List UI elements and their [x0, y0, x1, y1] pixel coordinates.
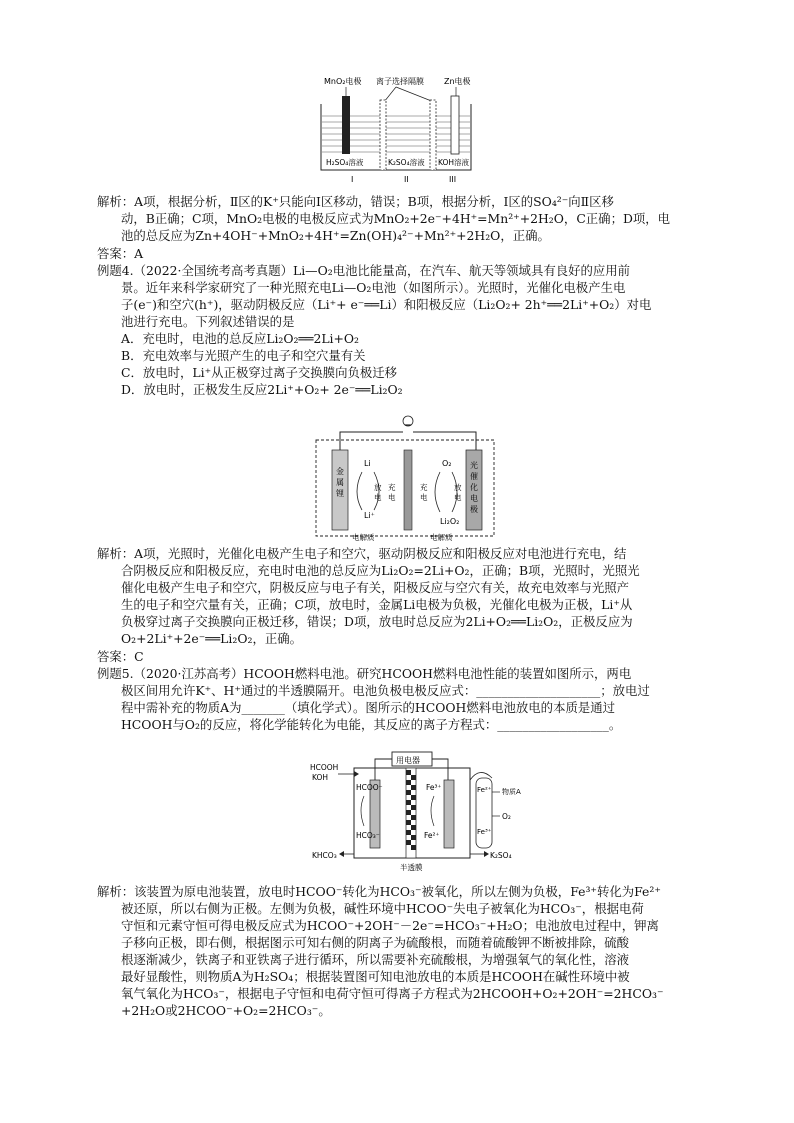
fig2-electrolyte-left: 电解质: [352, 533, 375, 542]
fig3-inlet-hcooh: HCOOH: [310, 763, 339, 772]
question-4-line: 例题4.（2022·全国统考高考真题）Li—O₂电池比能量高，在汽车、航天等领域具有良好的应用前: [97, 263, 631, 278]
fig1-label-zn: Zn电极: [444, 77, 471, 86]
fig3-device: 用电器: [396, 756, 420, 765]
fig2-charge-right: 充电: [420, 483, 428, 502]
analysis-5-line: 守恒和元素守恒可得电极反应式为HCOO⁻+2OH⁻－2e⁻=HCO₃⁻+H₂O；电池放电过程中，钾离: [121, 918, 659, 933]
analysis-5-line: 氧气氧化为HCO₃⁻，根据电子守恒和电荷守恒可得离子方程式为2HCOOH+O₂+2OH⁻=2HCO₃⁻: [121, 986, 664, 1001]
fig2-li: Li: [364, 459, 371, 468]
analysis-3-line: 解析：A项，根据分析，Ⅱ区的K⁺只能向Ⅰ区移动，错误；B项，根据分析，Ⅰ区的SO₄²⁻向Ⅱ区移: [97, 194, 614, 209]
figure-li-o2-cell: [312, 412, 498, 544]
fig3-fe2-left: Fe²⁺: [424, 831, 440, 840]
analysis-5-line: 解析：该装置为原电池装置，放电时HCOO⁻转化为HCO₃⁻被氧化，所以左侧为负极，Fe³⁺转化为Fe²⁺: [97, 884, 661, 899]
analysis-4-line: 负极穿过离子交换膜向正极迁移，错误；D项，放电时总反应为2Li+O₂══Li₂O₂，正极反应为: [121, 614, 633, 629]
fig2-discharge-left: 放电: [374, 483, 382, 502]
answer-3: 答案：A: [97, 246, 144, 261]
fig2-o2: O₂: [442, 459, 452, 468]
fig3-hco3: HCO₃⁻: [356, 831, 380, 840]
fig3-substance-a: 物质A: [502, 788, 521, 796]
fig1-sol3: KOH溶液: [438, 158, 470, 167]
fig2-li-ion: Li⁺: [364, 511, 375, 520]
question-5-line: HCOOH与O₂的反应，将化学能转化为电能，其反应的离子方程式：__________________。: [121, 717, 622, 732]
fig3-khco3: KHCO₃: [312, 851, 337, 860]
analysis-3-line: 动，B正确；C项，MnO₂电极的电极反应式为MnO₂+2e⁻+4H⁺=Mn²⁺+2H₂O，C正确；D项，电: [121, 211, 671, 226]
fig1-label-membrane: 离子选择隔膜: [376, 77, 424, 86]
question-5-line: 程中需补充的物质A为_______（填化学式）。图所示的HCOOH燃料电池放电的本质是通过: [121, 700, 616, 715]
question-5: [97, 665, 703, 733]
fig1-zone1: I: [351, 175, 354, 184]
analysis-5-line: 被还原，所以右侧为正极。左侧为负极，碱性环境中HCOO⁻失电子被氧化为HCO₃⁻，根据电荷: [121, 901, 644, 916]
fig1-sol2: K₂SO₄溶液: [388, 158, 425, 167]
answer-4: 答案：C: [97, 649, 144, 664]
analysis-4-line: 生的电子和空穴量有关，正确；C项，放电时，金属Li电极为负极，光催化电极为正极，Li⁺从: [121, 597, 633, 612]
fig2-discharge-right: 放电: [454, 483, 462, 502]
analysis-5-line: 子移向正极，即右侧，根据图示可知右侧的阴离子为硫酸根，而随着硫酸钾不断被排除，硫酸: [121, 935, 630, 950]
question-5-line: 例题5.（2020·江苏高考）HCOOH燃料电池。研究HCOOH燃料电池性能的装置如图所示，两电: [97, 666, 632, 681]
question-5-line: 极区间用允许K⁺、H⁺通过的半透膜隔开。电池负极电极反应式：____________________；放电过: [121, 683, 650, 698]
option-a: A．充电时，电池的总反应Li₂O₂══2Li+O₂: [121, 331, 360, 346]
fig1-sol1: H₂SO₄溶液: [326, 158, 364, 167]
analysis-3: [97, 193, 703, 244]
fig3-fe2-right: Fe²⁺: [477, 786, 492, 794]
fig3-fe3-right: Fe³⁺: [477, 828, 492, 836]
fig3-inlet-koh: KOH: [312, 773, 329, 782]
fig2-li2o2: Li₂O₂: [440, 517, 460, 526]
option-b: B．充电效率与光照产生的电子和空穴量有关: [121, 348, 366, 363]
analysis-4-line: 合阴极反应和阳极反应，充电时电池的总反应为Li₂O₂=2Li+O₂，正确；B项，光照时，光照光: [121, 563, 640, 578]
question-4-line: 子(e⁻)和空穴(h⁺)，驱动阴极反应（Li⁺+ e⁻══Li）和阳极反应（Li₂O₂+ 2h⁺══2Li⁺+O₂）对电: [121, 297, 652, 312]
analysis-4-line: O₂+2Li⁺+2e⁻══Li₂O₂，正确。: [121, 631, 303, 646]
figure-mno2-zn-cell: [316, 72, 476, 188]
fig3-fe3-left: Fe³⁺: [426, 783, 442, 792]
fig1-zone2: II: [404, 175, 409, 184]
question-4: [97, 262, 703, 330]
option-c: C．放电时，Li⁺从正极穿过离子交换膜向负极迁移: [121, 365, 398, 380]
analysis-4-line: 催化电极产生电子和空穴，阴极反应与电子有关，阳极反应与空穴有关，故充电效率与光照产: [121, 580, 630, 595]
analysis-3-line: 池的总反应为Zn+4OH⁻+MnO₂+4H⁺=Zn(OH)₄²⁻+Mn²⁺+2H₂O，正确。: [121, 228, 550, 243]
fig1-zone3: III: [449, 175, 457, 184]
analysis-5-line: 根逐渐减少，铁离子和亚铁离子进行循环，所以需要补充硫酸根，为增强氧气的氧化性，溶液: [121, 952, 630, 967]
fig3-hcoo: HCOO⁻: [356, 783, 383, 792]
fig3-k2so4: K₂SO₄: [490, 851, 512, 860]
figure-hcooh-fuel-cell: [308, 750, 521, 876]
fig2-right-electrode: 光催化电极: [470, 461, 478, 514]
fig3-membrane: 半透膜: [400, 863, 423, 872]
fig1-label-mno2: MnO₂电极: [324, 77, 362, 86]
fig3-o2: O₂: [502, 812, 511, 821]
fig2-charge-left: 充电: [388, 483, 396, 502]
analysis-4: [97, 545, 703, 647]
analysis-4-line: 解析：A项，光照时，光催化电极产生电子和空穴，驱动阴极反应和阳极反应对电池进行充电，结: [97, 546, 627, 561]
question-4-line: 景。近年来科学家研究了一种光照充电Li—O₂电池（如图所示）。光照时，光催化电极产生电: [121, 280, 626, 295]
analysis-5: [97, 883, 703, 1019]
fig2-electrolyte-right: 电解质: [430, 533, 453, 542]
option-d: D．放电时，正极发生反应2Li⁺+O₂+ 2e⁻══Li₂O₂: [121, 382, 403, 397]
analysis-5-line: +2H₂O或2HCOO⁻+O₂=2HCO₃⁻。: [121, 1003, 331, 1018]
question-4-line: 池进行充电。下列叙述错误的是: [121, 314, 295, 329]
analysis-5-line: 最好显酸性，则物质A为H₂SO₄；根据装置图可知电池放电的本质是HCOOH在碱性环境中被: [121, 969, 630, 984]
fig2-left-electrode: 金属锂: [336, 467, 344, 498]
